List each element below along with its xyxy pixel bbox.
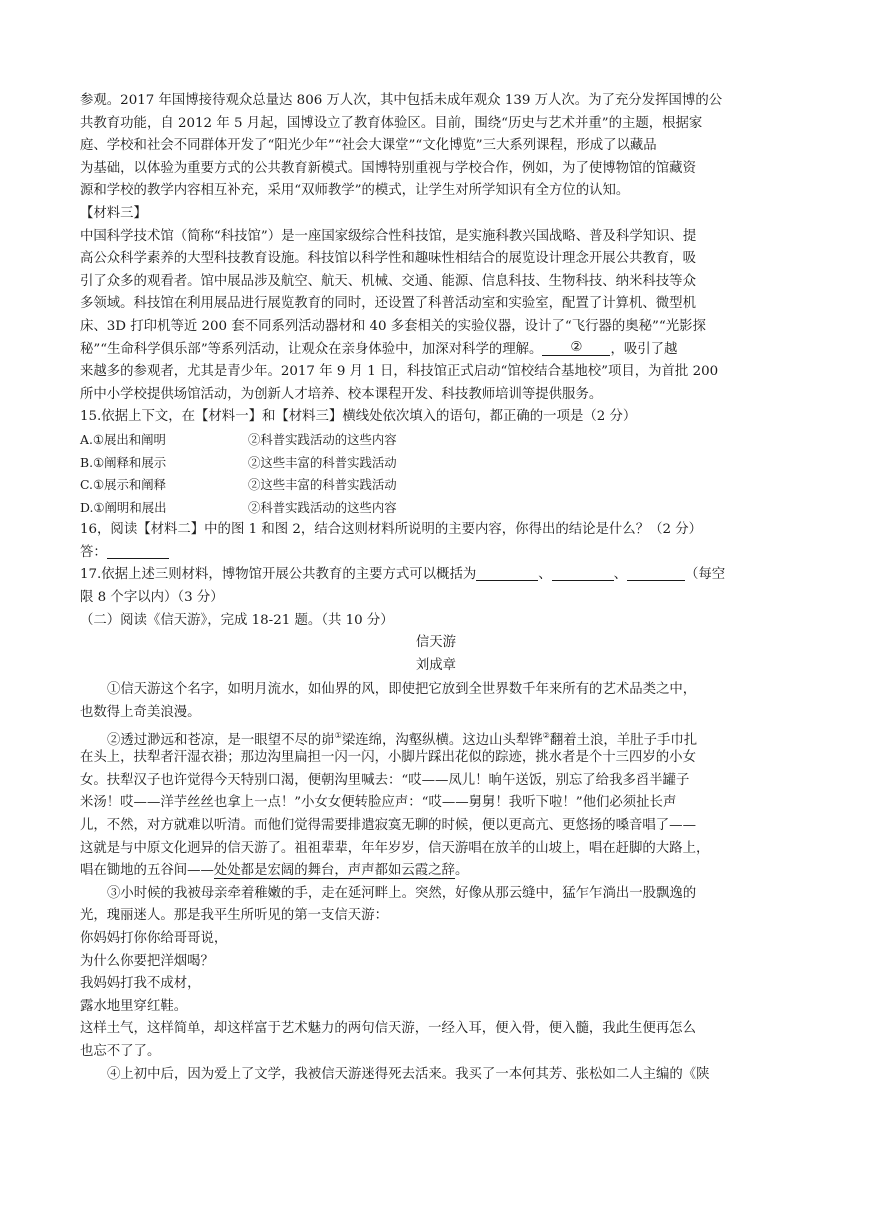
- footnote-marker-1: ①: [334, 730, 342, 740]
- text-line: 高公众科学素养的大型科技教育设施。科技馆以科学性和趣味性相结合的展览设计理念开展公共教育，吸: [80, 251, 696, 267]
- text-segment: 17.依据上述三则材料，博物馆开展公共教育的主要方式可以概括为: [80, 567, 477, 583]
- option-c[interactable]: [80, 474, 792, 497]
- text-line: ③小时候的我被母亲牵着稚嫩的手，走在延河畔上。突然，好像从那云缝中，猛乍乍淌出一股飘逸的: [107, 885, 697, 901]
- underlined-sentence: 处处都是宏阔的舞台，声声都如云霞之辞: [213, 863, 455, 879]
- text-line: 在头上，扶犁者汗湿衣褂；那边沟里扁担一闪一闪，小脚片踩出花似的踪迹，挑水者是个十三四岁的小女: [80, 750, 696, 766]
- document-page: [80, 90, 792, 1086]
- text-line: 光，瑰丽迷人。那是我平生所听见的第一支信天游：: [80, 908, 388, 924]
- song-line: 我妈妈打我不成材，: [80, 976, 201, 992]
- text-line: 床、3D 打印机等近 200 套不同系列活动器材和 40 多套相关的实验仪器，设计了“飞行器的奥秘”“光影探: [80, 318, 706, 334]
- paragraph-2: [80, 725, 792, 883]
- text-line: 儿，不然，对方就难以听清。而他们觉得需要排遣寂寞无聊的时候，便以更高亢、更悠扬的嗓音唱了——: [80, 818, 696, 833]
- text-segment: ，吸引了越: [610, 341, 678, 357]
- text-line: 共教育功能，自 2012 年 5 月起，国博设立了教育体验区。目前，围绕“历史与艺术并重”的主题，根据家: [80, 115, 703, 131]
- answer-blank-2[interactable]: [552, 566, 614, 581]
- text-line: 也数得上奇美浪漫。: [80, 705, 201, 721]
- text-segment: 梁连绵，沟壑纵横。这边山头犁铧: [341, 732, 543, 748]
- text-line: 引了众多的观看者。馆中展品涉及航空、航天、机械、交通、能源、信息科技、生物科技、纳米科技等众: [80, 273, 696, 289]
- text-line: 参观。2017 年国博接待观众总量达 806 万人次，其中包括未成年观众 139 万人次。为了充分发挥国博的公: [80, 93, 723, 108]
- song-line: 你妈妈打你你给哥哥说，: [80, 930, 228, 946]
- option-b[interactable]: [80, 452, 792, 475]
- song-line: 为什么你要把洋烟喝？: [80, 953, 214, 969]
- text-line: 源和学校的教学内容相互补充，采用“双师教学”的模式，让学生对所学知识有全方位的认知。: [80, 183, 630, 199]
- question-stem: 16，阅读【材料二】中的图 1 和图 2，结合这则材料所说明的主要内容，你得出的结论是什么？（2 分）: [80, 522, 703, 538]
- section-heading: （二）阅读《信天游》，完成 18-21 题。（共 10 分）: [80, 612, 394, 628]
- text-line-with-blank: [80, 339, 792, 362]
- text-line: [80, 860, 792, 883]
- section-2: [80, 610, 792, 678]
- text-segment: 秘”“生命科学俱乐部”等系列活动，让观众在亲身体验中，加深对科学的理解。: [80, 341, 543, 357]
- fill-blank-2[interactable]: ②: [542, 341, 610, 356]
- paragraph-1: [80, 679, 792, 724]
- paragraph-4: [80, 1064, 792, 1087]
- answer-label: 答：: [80, 544, 107, 560]
- article-author: 刘成章: [415, 657, 457, 673]
- option-part-2: ②这些丰富的科普实践活动: [248, 477, 397, 493]
- question-17: [80, 564, 792, 609]
- question-16: [80, 519, 792, 564]
- text-line: ①信天游这个名字，如明月流水，如仙界的风，即使把它放到全世界数千年来所有的艺术品类之中，: [107, 682, 697, 698]
- separator: 、: [538, 567, 552, 583]
- text-line: 这样土气，这样简单，却这样富于艺术魅力的两句信天游，一经入耳，便入骨，便入髓，我此生便再怎么: [80, 1021, 696, 1037]
- paragraph-3: [80, 883, 792, 1064]
- song-line: 露水地里穿红鞋。: [80, 998, 188, 1014]
- material-2-tail: [80, 90, 792, 203]
- footnote-marker-2: ②: [542, 730, 550, 740]
- text-line: 中国科学技术馆（简称“科技馆”）是一座国家级综合性科技馆，是实施科教兴国战略、普及科学知识、提: [80, 228, 697, 244]
- answer-blank[interactable]: [107, 544, 169, 559]
- text-line: 庭、学校和社会不同群体开发了“阳光少年”“社会大课堂”“文化博览”三大系列课程，形成了以藏品: [80, 138, 657, 154]
- text-line: ④上初中后，因为爱上了文学，我被信天游迷得死去活来。我买了一本何其芳、张松如二人主编的《陕: [107, 1066, 710, 1082]
- option-part-2: ②科普实践活动的这些内容: [248, 431, 397, 447]
- text-line: 这就是与中原文化迥异的信天游了。祖祖辈辈，年年岁岁，信天游唱在放羊的山坡上，唱在赶脚的大路上，: [80, 840, 710, 856]
- option-part-1: D.①阐明和展出: [80, 499, 167, 515]
- option-a[interactable]: [80, 429, 792, 452]
- text-segment: 。: [454, 863, 469, 879]
- option-part-2: ②科普实践活动的这些内容: [248, 499, 397, 515]
- text-segment: ②透过渺远和苍凉，是一眼望不尽的峁: [107, 732, 335, 748]
- text-line: 所中小学校提供场馆活动，为创新人才培养、校本课程开发、科技教师培训等提供服务。: [80, 386, 603, 402]
- option-d[interactable]: [80, 497, 792, 520]
- text-line: 也忘不了了。: [80, 1043, 161, 1059]
- option-part-1: B.①阐释和展示: [80, 454, 167, 470]
- text-segment: （每空: [685, 567, 726, 583]
- text-line: 多领域。科技馆在利用展品进行展览教育的同时，还设置了科普活动室和实验室，配置了计算机、微型机: [80, 296, 696, 312]
- text-line: [80, 725, 792, 748]
- option-part-2: ②这些丰富的科普实践活动: [248, 454, 397, 470]
- text-line: 来越多的参观者，尤其是青少年。2017 年 9 月 1 日，科技馆正式启动“馆校结合基地校”项目，为首批 200: [80, 364, 719, 380]
- option-part-1: C.①展示和阐释: [80, 477, 167, 493]
- question-stem-line-2: 限 8 个字以内）（3 分）: [80, 590, 224, 606]
- text-line: 米汤！哎——洋芋丝丝也拿上一点！”小女女便转脸应声：“哎——舅舅！我听下啦！”他们必须扯长声: [80, 795, 677, 811]
- text-line: 女。扶犁汉子也许觉得今天特别口渴，便朝沟里喊去：“哎——凤儿！晌午送饭，别忘了给我多舀半罐子: [80, 772, 690, 788]
- article-title: 信天游: [415, 635, 457, 651]
- text-segment: 唱在锄地的五谷间——: [80, 863, 214, 879]
- option-part-1: A.①展出和阐明: [80, 431, 166, 447]
- material-3-heading: 【材料三】: [80, 205, 147, 221]
- answer-line: [80, 542, 792, 565]
- separator: 、: [613, 567, 628, 583]
- answer-blank-3[interactable]: [627, 566, 685, 581]
- question-stem-line: [80, 564, 792, 587]
- answer-blank-1[interactable]: [476, 566, 538, 581]
- text-line: 为基础，以体验为重要方式的公共教育新模式。国博特别重视与学校合作，例如，为了使博物馆的馆藏资: [80, 160, 696, 176]
- question-15: [80, 406, 792, 519]
- text-segment: 翻着土浪，羊肚子手巾扎: [549, 732, 698, 748]
- question-stem: 15.依据上下文，在【材料一】和【材料三】横线处依次填入的语句，都正确的一项是（2 分）: [80, 409, 637, 425]
- material-3: [80, 203, 792, 406]
